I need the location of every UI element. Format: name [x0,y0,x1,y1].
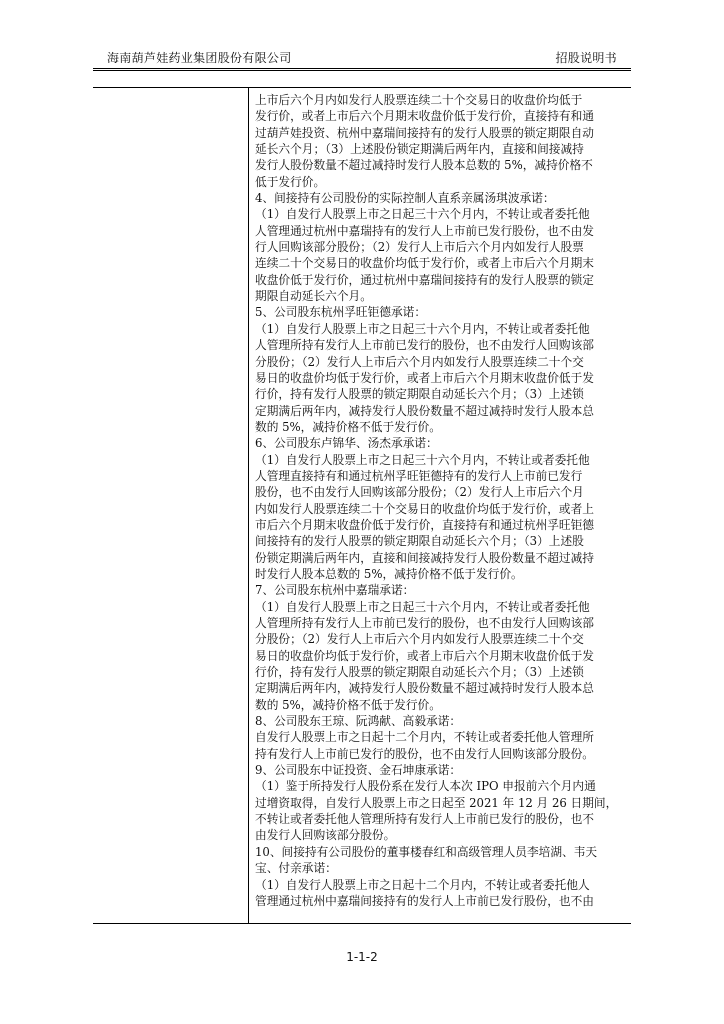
text-line: 人管理通过杭州中嘉瑞持有的发行人上市前已发行股份，也不由发 [255,223,594,238]
text-line: 行价，持有发行人股票的锁定期限自动延长六个月；（3）上述锁 [255,387,584,402]
text-line: 人管理所持有发行人上市前已发行的股份，也不由发行人回购该部 [255,616,594,630]
text-line: 5、公司股东杭州孚旺钜德承诺： [255,305,427,320]
text-line: （1）自发行人股票上市之日起三十六个月内，不转让或者委托他 [255,599,590,614]
header-rule-bottom [93,70,631,71]
text-line: 发行人股份数量不超过减持时发行人股本总数的 5%，减持价格不 [255,158,593,173]
text-line: 份锁定期满后两年内，直接和间接减持发行人股份数量不超过减持 [255,550,594,565]
text-line: 10、间接持有公司股份的董事楼春红和高级管理人员李培湖、韦天 [255,844,598,859]
table-right-column [255,92,627,909]
text-line: 收盘价低于发行价，通过杭州中嘉瑞间接持有的发行人股票的锁定 [255,272,594,287]
document-type: 招股说明书 [555,51,617,65]
text-line: 易日的收盘价均低于发行价，或者上市后六个月期末收盘价低于发 [255,370,594,385]
text-line: 定期满后两年内，减持发行人股份数量不超过减持时发行人股本总 [255,681,594,696]
header-rule-top [93,68,631,69]
text-line: 由发行人回购该部分股份。 [255,828,396,843]
text-line: 不转让或者委托他人管理所持有发行人上市前已发行的股份，也不 [255,812,594,827]
text-line: 分股份；（2）发行人上市后六个月内如发行人股票连续二十个交 [255,354,584,369]
text-line: 人管理直接持有和通过杭州孚旺钜德持有的发行人上市前已发行 [255,468,583,483]
text-line: 上市后六个月内如发行人股票连续二十个交易日的收盘价均低于 [255,93,583,107]
text-line: 8、公司股东王琼、阮鸿献、高毅承诺： [255,714,462,729]
text-line: 市后六个月期末收盘价低于发行价，直接持有和通过杭州孚旺钜德 [255,517,594,532]
text-line: 易日的收盘价均低于发行价，或者上市后六个月期末收盘价低于发 [255,648,594,663]
text-line: 4、间接持有公司股份的实际控制人直系亲属汤琪波承诺： [255,191,555,206]
text-line: （1）自发行人股票上市之日起三十六个月内，不转让或者委托他 [255,207,590,222]
text-line: 人管理所持有发行人上市前已发行的股份，也不由发行人回购该部 [255,338,594,353]
text-line: 定期满后两年内，减持发行人股份数量不超过减持时发行人股本总 [255,403,594,418]
text-line: 间接持有的发行人股票的锁定期限自动延长六个月；（3）上述股 [255,534,584,549]
text-line: 宝、付亲承诺： [255,861,337,876]
page-number: 1-1-2 [346,950,378,964]
text-line: 7、公司股东杭州中嘉瑞承诺： [255,583,415,598]
company-name: 海南葫芦娃药业集团股份有限公司 [107,51,292,65]
text-line: 自发行人股票上市之日起十二个月内，不转让或者委托他人管理所 [255,730,594,745]
commitment-table [93,87,631,924]
text-line: 数的 5%，减持价格不低于发行价。 [255,697,441,712]
text-line: 持有发行人上市前已发行的股份，也不由发行人回购该部分股份。 [255,746,594,761]
text-line: 过增资取得，自发行人股票上市之日起至 2021 年 12 月 26 日期间， [255,795,618,810]
text-line: 延长六个月；（3）上述股份锁定期满后两年内，直接和间接减持 [255,142,584,157]
text-line: （1）自发行人股票上市之日起三十六个月内，不转让或者委托他 [255,321,590,336]
text-line: （1）自发行人股票上市之日起三十六个月内，不转让或者委托他 [255,452,590,467]
text-line: 行价，持有发行人股票的锁定期限自动延长六个月；（3）上述锁 [255,665,584,680]
text-line: 内如发行人股票连续二十个交易日的收盘价均低于发行价，或者上 [255,501,594,516]
text-line: 管理通过杭州中嘉瑞间接持有的发行人上市前已发行股份，也不由 [255,893,594,908]
text-line: 过葫芦娃投资、杭州中嘉瑞间接持有的发行人股票的锁定期限自动 [255,125,594,140]
text-line: 9、公司股东中证投资、金石坤康承诺： [255,763,462,778]
text-line: 行人回购该部分股份；（2）发行人上市后六个月内如发行人股票 [255,240,584,255]
text-line: 数的 5%，减持价格不低于发行价。 [255,419,441,434]
text-line: 分股份；（2）发行人上市后六个月内如发行人股票连续二十个交 [255,632,584,647]
table-left-column [93,88,249,923]
text-line: 股份，也不由发行人回购该部分股份；（2）发行人上市后六个月 [255,485,584,500]
text-line: 连续二十个交易日的收盘价均低于发行价，或者上市后六个月期末 [255,256,594,271]
text-line: （1）鉴于所持发行人股份系在发行人本次 IPO 申报前六个月内通 [255,779,596,794]
text-line: 时发行人股本总数的 5%，减持价格不低于发行价。 [255,566,523,581]
text-line: 期限自动延长六个月。 [255,289,372,304]
text-line: 发行价，或者上市后六个月期末收盘价低于发行价，直接持有和通 [255,109,594,124]
text-line: 低于发行价。 [255,174,326,189]
text-line: （1）自发行人股票上市之日起十二个月内，不转让或者委托他人 [255,877,590,892]
text-line: 6、公司股东卢锦华、汤杰承承诺： [255,436,438,451]
